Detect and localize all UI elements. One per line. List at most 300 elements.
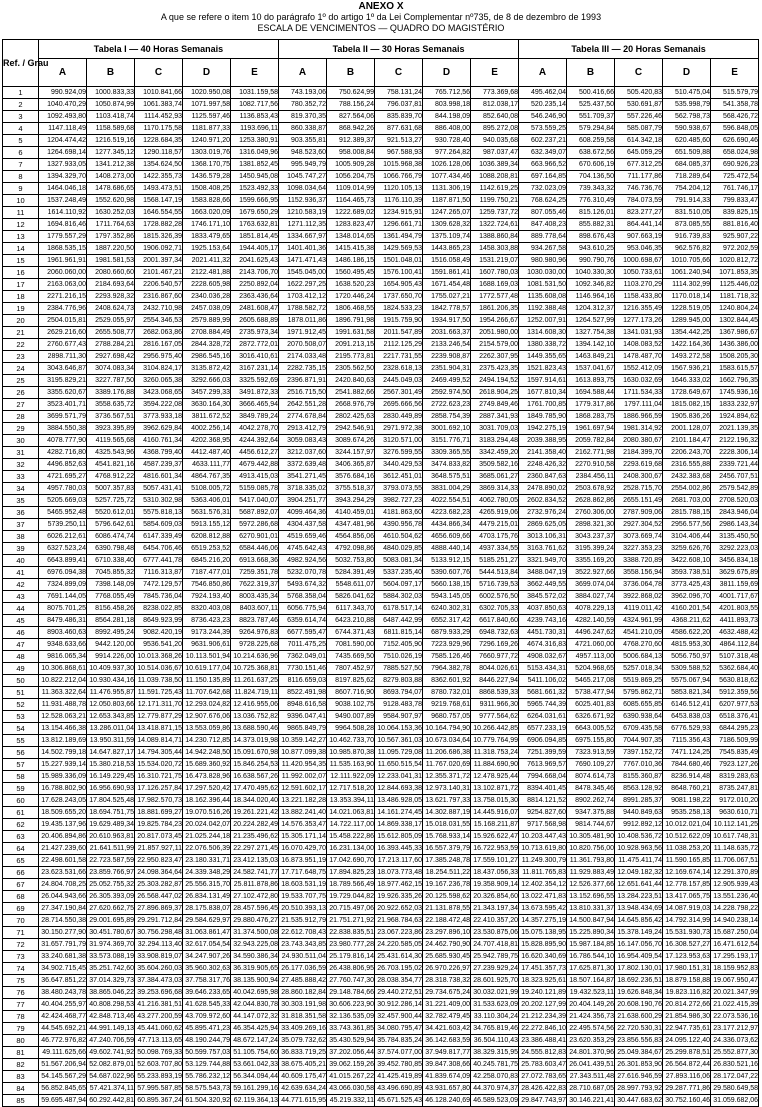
value-cell: 1040.470,29 xyxy=(39,99,87,111)
value-cell: 3509.582,16 xyxy=(471,459,519,471)
value-cell: 6948.732,63 xyxy=(471,627,519,639)
value-cell: 2618.904,25 xyxy=(471,387,519,399)
value-cell: 46.128.240,69 xyxy=(423,1095,471,1107)
value-cell: 8648.760,21 xyxy=(663,783,711,795)
grau-cell: 54 xyxy=(3,723,39,735)
value-cell: 1679.650,29 xyxy=(231,207,279,219)
value-cell: 5362.684,40 xyxy=(711,663,759,675)
value-cell: 14.021.063,81 xyxy=(327,807,375,819)
value-cell: 1354.442,25 xyxy=(663,327,711,339)
value-cell: 4721.695,27 xyxy=(39,471,87,483)
value-cell: 791.914,33 xyxy=(663,195,711,207)
value-cell: 9814.744,67 xyxy=(567,819,615,831)
value-cell: 1576.100,41 xyxy=(375,267,423,279)
value-cell: 31.818.351,58 xyxy=(279,1011,327,1023)
table-row xyxy=(3,975,759,987)
value-cell: 2503.678,92 xyxy=(567,483,615,495)
value-cell: 26.830.521,16 xyxy=(711,1059,759,1071)
value-cell: 5575.818,13 xyxy=(135,507,183,519)
value-cell: 7545.835,49 xyxy=(711,747,759,759)
value-cell: 645.059,29 xyxy=(615,147,663,159)
value-cell: 3073.669,74 xyxy=(615,531,663,543)
value-cell: 9173.244,39 xyxy=(183,627,231,639)
value-cell: 4099.464,36 xyxy=(279,507,327,519)
value-cell: 17.385.248,78 xyxy=(423,855,471,867)
value-cell: 9081.198,22 xyxy=(663,795,711,807)
value-cell: 5185.251,27 xyxy=(471,555,519,567)
value-cell: 22.612.708,43 xyxy=(279,927,327,939)
value-cell: 14.942.248,50 xyxy=(183,747,231,759)
value-cell: 36.833.719,25 xyxy=(279,1047,327,1059)
value-cell: 20.326.854,60 xyxy=(471,891,519,903)
table-row xyxy=(3,579,759,591)
value-cell: 11.884.690,90 xyxy=(471,759,519,771)
value-cell: 12.169.674,14 xyxy=(663,867,711,879)
value-cell: 3845.572,02 xyxy=(519,591,567,603)
value-cell: 37.949.817,77 xyxy=(423,1047,471,1059)
value-cell: 1552.412,09 xyxy=(615,363,663,375)
value-cell: 33.573.088,19 xyxy=(87,951,135,963)
value-cell: 1000.698,67 xyxy=(615,255,663,267)
grau-cell: 81 xyxy=(3,1047,39,1059)
value-cell: 5738.477,94 xyxy=(567,687,615,699)
value-cell: 7296.169,26 xyxy=(471,639,519,651)
value-cell: 21.212.234,39 xyxy=(519,1011,567,1023)
value-cell: 36.647.851,22 xyxy=(39,975,87,987)
value-cell: 8362.601,92 xyxy=(423,675,471,687)
value-cell: 1443.865,23 xyxy=(423,243,471,255)
value-cell: 18.323.925,61 xyxy=(519,975,567,987)
value-cell: 990.924,09 xyxy=(39,87,87,99)
value-cell: 16.310.721,75 xyxy=(135,771,183,783)
value-cell: 40.245.781,75 xyxy=(471,1059,519,1071)
value-cell: 4496.247,62 xyxy=(567,627,615,639)
value-cell: 5913.155,12 xyxy=(183,519,231,531)
value-cell: 44.147.072,32 xyxy=(231,1011,279,1023)
table-row xyxy=(3,1083,759,1095)
value-cell: 41.839.674,09 xyxy=(423,1071,471,1083)
value-cell: 1842.778,57 xyxy=(423,303,471,315)
value-cell: 1125.597,46 xyxy=(183,111,231,123)
value-cell: 4119.011,42 xyxy=(615,603,663,615)
value-cell: 1088.208,81 xyxy=(471,171,519,183)
value-cell: 2070.508,07 xyxy=(279,339,327,351)
value-cell: 17.980.151,31 xyxy=(663,963,711,975)
value-cell: 5493.674,32 xyxy=(279,579,327,591)
value-cell: 5972.286,68 xyxy=(231,519,279,531)
value-cell: 10.409.937,30 xyxy=(87,663,135,675)
value-cell: 1164.465,73 xyxy=(327,195,375,207)
value-cell: 3227.787,50 xyxy=(87,375,135,387)
value-cell: 9584.907,97 xyxy=(375,711,423,723)
value-cell: 2760.677,43 xyxy=(39,339,87,351)
value-cell: 1896.791,98 xyxy=(327,315,375,327)
grau-cell: 1 xyxy=(3,87,39,99)
value-cell: 6709.435,58 xyxy=(615,723,663,735)
value-cell: 4633.111,77 xyxy=(183,459,231,471)
value-cell: 1552.620,98 xyxy=(87,195,135,207)
value-cell: 8156.458,26 xyxy=(87,603,135,615)
value-cell: 9038.102,75 xyxy=(327,699,375,711)
value-cell: 1788.582,72 xyxy=(279,303,327,315)
value-cell: 602.237,21 xyxy=(519,135,567,147)
value-cell: 25.303.282,87 xyxy=(135,879,183,891)
value-cell: 18.254.511,22 xyxy=(423,867,471,879)
value-cell: 10.012.021,04 xyxy=(663,819,711,831)
value-cell: 22.498.601,58 xyxy=(39,855,87,867)
value-cell: 4908.032,67 xyxy=(519,651,567,663)
value-cell: 2913.412,79 xyxy=(279,423,327,435)
value-cell: 495.462,04 xyxy=(519,87,567,99)
grau-cell: 11 xyxy=(3,207,39,219)
value-cell: 4586.622,20 xyxy=(663,627,711,639)
table-row xyxy=(3,267,759,279)
table-row xyxy=(3,195,759,207)
value-cell: 5232.070,78 xyxy=(279,567,327,579)
value-cell: 23.859.766,97 xyxy=(87,867,135,879)
value-cell: 1271.112,35 xyxy=(279,219,327,231)
value-cell: 515.579,79 xyxy=(711,87,759,99)
value-cell: 1228.519,05 xyxy=(663,303,711,315)
value-cell: 11.420.954,35 xyxy=(279,759,327,771)
value-cell: 9914.226,00 xyxy=(87,651,135,663)
value-cell: 948.523,60 xyxy=(279,147,327,159)
value-cell: 13.353.394,11 xyxy=(327,795,375,807)
value-cell: 4411.893,73 xyxy=(711,615,759,627)
value-cell: 10.725.368,81 xyxy=(231,663,279,675)
value-cell: 24.582.741,77 xyxy=(231,867,279,879)
value-cell: 5007.357,83 xyxy=(87,483,135,495)
value-cell: 2305.562,50 xyxy=(327,363,375,375)
value-cell: 1199.750,21 xyxy=(471,195,519,207)
value-cell: 1607.780,03 xyxy=(471,267,519,279)
value-cell: 10.164.794,90 xyxy=(423,723,471,735)
table-row xyxy=(3,639,759,651)
value-cell: 990.790,76 xyxy=(567,255,615,267)
value-cell: 663.966,52 xyxy=(519,159,567,171)
grau-cell: 32 xyxy=(3,459,39,471)
value-cell: 940.035,68 xyxy=(471,135,519,147)
value-cell: 1289.945,00 xyxy=(663,315,711,327)
value-cell: 7844.680,46 xyxy=(663,759,711,771)
column-header: D xyxy=(423,59,471,87)
annex-caption: ESCALA DE VENCIMENTOS — QUADRO DO MAGISTÉRIO xyxy=(257,23,505,33)
value-cell: 19.626.848,34 xyxy=(615,987,663,999)
value-cell: 30.032.021,99 xyxy=(471,987,519,999)
value-cell: 912.389,37 xyxy=(327,135,375,147)
value-cell: 907.663,19 xyxy=(615,231,663,243)
grau-cell: 70 xyxy=(3,915,39,927)
value-cell: 39.646.233,65 xyxy=(183,987,231,999)
value-cell: 5660.138,15 xyxy=(423,579,471,591)
value-cell: 6327.523,24 xyxy=(39,543,87,555)
value-cell: 2262.307,95 xyxy=(471,351,519,363)
value-cell: 1152.936,37 xyxy=(279,195,327,207)
table-row xyxy=(3,723,759,735)
value-cell: 5912.359,56 xyxy=(711,687,759,699)
value-cell: 1745.936,16 xyxy=(711,387,759,399)
column-header: B xyxy=(87,59,135,87)
value-cell: 46.772.976,82 xyxy=(39,1035,87,1047)
value-cell: 10.619.177,04 xyxy=(183,663,231,675)
value-cell: 19.358.909,14 xyxy=(471,879,519,891)
value-cell: 11.095.729,08 xyxy=(375,747,423,759)
value-cell: 2154.579,00 xyxy=(471,339,519,351)
value-cell: 8479.486,31 xyxy=(39,615,87,627)
value-cell: 3001.692,10 xyxy=(423,423,471,435)
grau-cell: 20 xyxy=(3,315,39,327)
grau-cell: 47 xyxy=(3,639,39,651)
value-cell: 1737.650,70 xyxy=(375,291,423,303)
value-cell: 1158.433,80 xyxy=(615,291,663,303)
value-cell: 28.038.354,77 xyxy=(375,975,423,987)
grau-cell: 23 xyxy=(3,351,39,363)
value-cell: 7187.477,01 xyxy=(183,567,231,579)
grau-cell: 49 xyxy=(3,663,39,675)
value-cell: 6086.474,74 xyxy=(87,531,135,543)
value-cell: 3043.237,37 xyxy=(567,531,615,543)
table-row xyxy=(3,735,759,747)
value-cell: 7660.977,72 xyxy=(471,651,519,663)
value-cell: 7251.399,59 xyxy=(519,747,567,759)
table-row xyxy=(3,1071,759,1083)
value-cell: 3699.074,04 xyxy=(567,579,615,591)
value-cell: 1050.874,99 xyxy=(87,99,135,111)
value-cell: 754.204,12 xyxy=(663,183,711,195)
value-cell: 2328.618,13 xyxy=(375,363,423,375)
value-cell: 15.926.622,47 xyxy=(471,831,519,843)
value-cell: 13.486.928,05 xyxy=(375,795,423,807)
value-cell: 37.202.056,44 xyxy=(327,1047,375,1059)
value-cell: 41.015.267,22 xyxy=(327,1071,375,1083)
value-cell: 17.123.953,63 xyxy=(663,951,711,963)
value-cell: 2163.063,00 xyxy=(39,279,87,291)
value-cell: 718.289,64 xyxy=(663,171,711,183)
value-cell: 14.089.814,71 xyxy=(135,735,183,747)
value-cell: 12.478.925,44 xyxy=(471,771,519,783)
value-cell: 16.070.429,70 xyxy=(279,843,327,855)
value-cell: 520.235,14 xyxy=(519,99,567,111)
value-cell: 2384.456,11 xyxy=(567,471,615,483)
value-cell: 1537.248,49 xyxy=(39,195,87,207)
value-cell: 2206.243,70 xyxy=(663,447,711,459)
table-row xyxy=(3,171,759,183)
value-cell: 18.509.655,20 xyxy=(39,807,87,819)
value-cell: 2375.423,35 xyxy=(471,363,519,375)
value-cell: 8814.121,52 xyxy=(519,795,567,807)
value-cell: 20.610.963,81 xyxy=(87,831,135,843)
value-cell: 6519.253,52 xyxy=(183,543,231,555)
table-row xyxy=(3,891,759,903)
value-cell: 3422.608,10 xyxy=(663,555,711,567)
value-cell: 8238.022,85 xyxy=(135,603,183,615)
value-cell: 1567.936,21 xyxy=(663,363,711,375)
value-cell: 4202.368,95 xyxy=(183,435,231,447)
value-cell: 1309.628,32 xyxy=(423,219,471,231)
value-cell: 1020.950,08 xyxy=(183,87,231,99)
value-cell: 765.712,56 xyxy=(423,87,471,99)
value-cell: 4679.442,88 xyxy=(231,459,279,471)
value-cell: 36.319.905,65 xyxy=(231,963,279,975)
value-cell: 19.825.784,23 xyxy=(135,819,183,831)
value-cell: 670.606,19 xyxy=(567,159,615,171)
value-cell: 31.657.791,79 xyxy=(39,939,87,951)
value-cell: 868.942,26 xyxy=(327,123,375,135)
value-cell: 2655.151,49 xyxy=(615,495,663,507)
value-cell: 530.691,87 xyxy=(615,99,663,111)
value-cell: 48.190.244,79 xyxy=(183,1035,231,1047)
value-cell: 5159.085,78 xyxy=(231,483,279,495)
value-cell: 7186.509,99 xyxy=(711,735,759,747)
value-cell: 28.457.596,45 xyxy=(231,903,279,915)
value-cell: 6178.517,14 xyxy=(375,603,423,615)
value-cell: 29.148.784,66 xyxy=(327,987,375,999)
value-cell: 12.049.182,32 xyxy=(615,867,663,879)
column-header: D xyxy=(663,59,711,87)
value-cell: 17.213.117,60 xyxy=(375,855,423,867)
value-cell: 20.224.282,49 xyxy=(231,819,279,831)
value-cell: 3831.004,29 xyxy=(423,483,471,495)
value-cell: 16.149.229,45 xyxy=(87,771,135,783)
value-cell: 8991.285,37 xyxy=(615,795,663,807)
value-cell: 19.533.707,75 xyxy=(279,891,327,903)
value-cell: 1797.352,86 xyxy=(87,231,135,243)
table-row xyxy=(3,711,759,723)
value-cell: 3811.672,52 xyxy=(183,411,231,423)
value-cell: 2774.678,84 xyxy=(279,411,327,423)
value-cell: 22.297.271,45 xyxy=(231,843,279,855)
table-row xyxy=(3,543,759,555)
table-row xyxy=(3,315,759,327)
value-cell: 41.425.419,89 xyxy=(375,1071,423,1083)
value-cell: 12.907.676,06 xyxy=(183,711,231,723)
value-cell: 5716.739,53 xyxy=(471,579,519,591)
value-cell: 6085.655,85 xyxy=(615,699,663,711)
value-cell: 11.824.719,11 xyxy=(231,687,279,699)
value-cell: 2408.624,73 xyxy=(87,303,135,315)
value-cell: 1302.844,45 xyxy=(711,315,759,327)
value-cell: 40.609.175,47 xyxy=(279,1071,327,1083)
value-cell: 5006.684,13 xyxy=(615,651,663,663)
value-cell: 2384.776,96 xyxy=(39,303,87,315)
value-cell: 6453.838,03 xyxy=(663,711,711,723)
value-cell: 3662.449,55 xyxy=(519,579,567,591)
value-cell: 45.671.525,43 xyxy=(375,1095,423,1107)
value-cell: 13.810.331,37 xyxy=(567,903,615,915)
value-cell: 6710.338,40 xyxy=(87,555,135,567)
value-cell: 3244.157,97 xyxy=(327,447,375,459)
value-cell: 29.580.649,58 xyxy=(711,1083,759,1095)
group-header-tabela-iii: Tabela III — 20 Horas Semanais xyxy=(519,40,759,59)
value-cell: 1508.205,30 xyxy=(711,351,759,363)
value-cell: 8823.787,46 xyxy=(231,615,279,627)
table-row xyxy=(3,1023,759,1035)
value-cell: 47.240.706,59 xyxy=(87,1035,135,1047)
value-cell: 651.509,88 xyxy=(663,147,711,159)
value-cell: 16.956.690,93 xyxy=(87,783,135,795)
value-cell: 6207.977,53 xyxy=(711,699,759,711)
column-header: B xyxy=(327,59,375,87)
value-cell: 972.202,59 xyxy=(711,243,759,255)
value-cell: 42.639.634,24 xyxy=(279,1083,327,1095)
value-cell: 24.930.511,04 xyxy=(279,951,327,963)
value-cell: 62.119.364,13 xyxy=(231,1095,279,1107)
value-cell: 16.873.951,19 xyxy=(279,855,327,867)
value-cell: 3793.073,55 xyxy=(375,483,423,495)
value-cell: 5520.612,01 xyxy=(87,507,135,519)
value-cell: 61.504.320,92 xyxy=(183,1095,231,1107)
value-cell: 19.729.044,82 xyxy=(327,891,375,903)
value-cell: 3195.829,21 xyxy=(39,375,87,387)
value-cell: 1878.011,86 xyxy=(279,315,327,327)
value-cell: 761.746,17 xyxy=(711,183,759,195)
value-cell: 15.768.933,14 xyxy=(423,831,471,843)
value-cell: 9254.827,60 xyxy=(519,807,567,819)
grau-cell: 48 xyxy=(3,651,39,663)
value-cell: 28.172.047,22 xyxy=(711,1071,759,1083)
value-cell: 3666.465,94 xyxy=(231,399,279,411)
value-cell: 14.647.827,17 xyxy=(87,747,135,759)
value-cell: 1824.533,23 xyxy=(375,303,423,315)
value-cell: 1599.666,95 xyxy=(231,195,279,207)
value-cell: 60.895.367,24 xyxy=(135,1095,183,1107)
value-cell: 1646.554,55 xyxy=(135,207,183,219)
value-cell: 2282.735,15 xyxy=(279,363,327,375)
table-row xyxy=(3,219,759,231)
value-cell: 8948.616,58 xyxy=(279,699,327,711)
value-cell: 35.960.302,63 xyxy=(183,963,231,975)
table-row xyxy=(3,855,759,867)
value-cell: 1176.110,39 xyxy=(375,195,423,207)
value-cell: 2971.972,38 xyxy=(375,423,423,435)
value-cell: 1925.153,64 xyxy=(183,243,231,255)
value-cell: 1728.649,67 xyxy=(663,387,711,399)
value-cell: 42.044.830,78 xyxy=(231,999,279,1011)
value-cell: 9219.768,61 xyxy=(423,699,471,711)
value-cell: 15.989.336,09 xyxy=(39,771,87,783)
value-cell: 510.475,04 xyxy=(663,87,711,99)
value-cell: 1597.914,61 xyxy=(519,375,567,387)
value-cell: 780.352,72 xyxy=(279,99,327,111)
value-cell: 2340.036,28 xyxy=(183,291,231,303)
value-cell: 711.177,86 xyxy=(615,171,663,183)
value-cell: 13.758.015,30 xyxy=(471,795,519,807)
value-cell: 1449.355,65 xyxy=(519,351,567,363)
value-cell: 20.024.042,07 xyxy=(183,819,231,831)
value-cell: 2668.976,79 xyxy=(327,399,375,411)
value-cell: 20.715.497,06 xyxy=(327,903,375,915)
value-cell: 39.062.159,26 xyxy=(327,1059,375,1071)
value-cell: 3167.231,14 xyxy=(231,363,279,375)
value-cell: 15.828.895,90 xyxy=(519,939,567,951)
value-cell: 31.063.861,47 xyxy=(183,927,231,939)
value-cell: 2206.540,57 xyxy=(135,279,183,291)
value-cell: 2239.908,87 xyxy=(423,351,471,363)
value-cell: 1341.031,93 xyxy=(615,327,663,339)
value-cell: 2481.608,47 xyxy=(231,303,279,315)
value-cell: 51.105.754,60 xyxy=(231,1047,279,1059)
value-cell: 9347.375,88 xyxy=(567,807,615,819)
value-cell: 852.640,08 xyxy=(471,111,519,123)
value-cell: 2494.194,52 xyxy=(471,375,519,387)
value-cell: 1015.968,38 xyxy=(375,159,423,171)
value-cell: 14.869.338,17 xyxy=(375,819,423,831)
value-cell: 15.305.171,14 xyxy=(279,831,327,843)
value-cell: 27.485.888,42 xyxy=(279,975,327,987)
value-cell: 4412.487,40 xyxy=(183,447,231,459)
value-cell: 46.589.523,09 xyxy=(471,1095,519,1107)
table-row xyxy=(3,771,759,783)
